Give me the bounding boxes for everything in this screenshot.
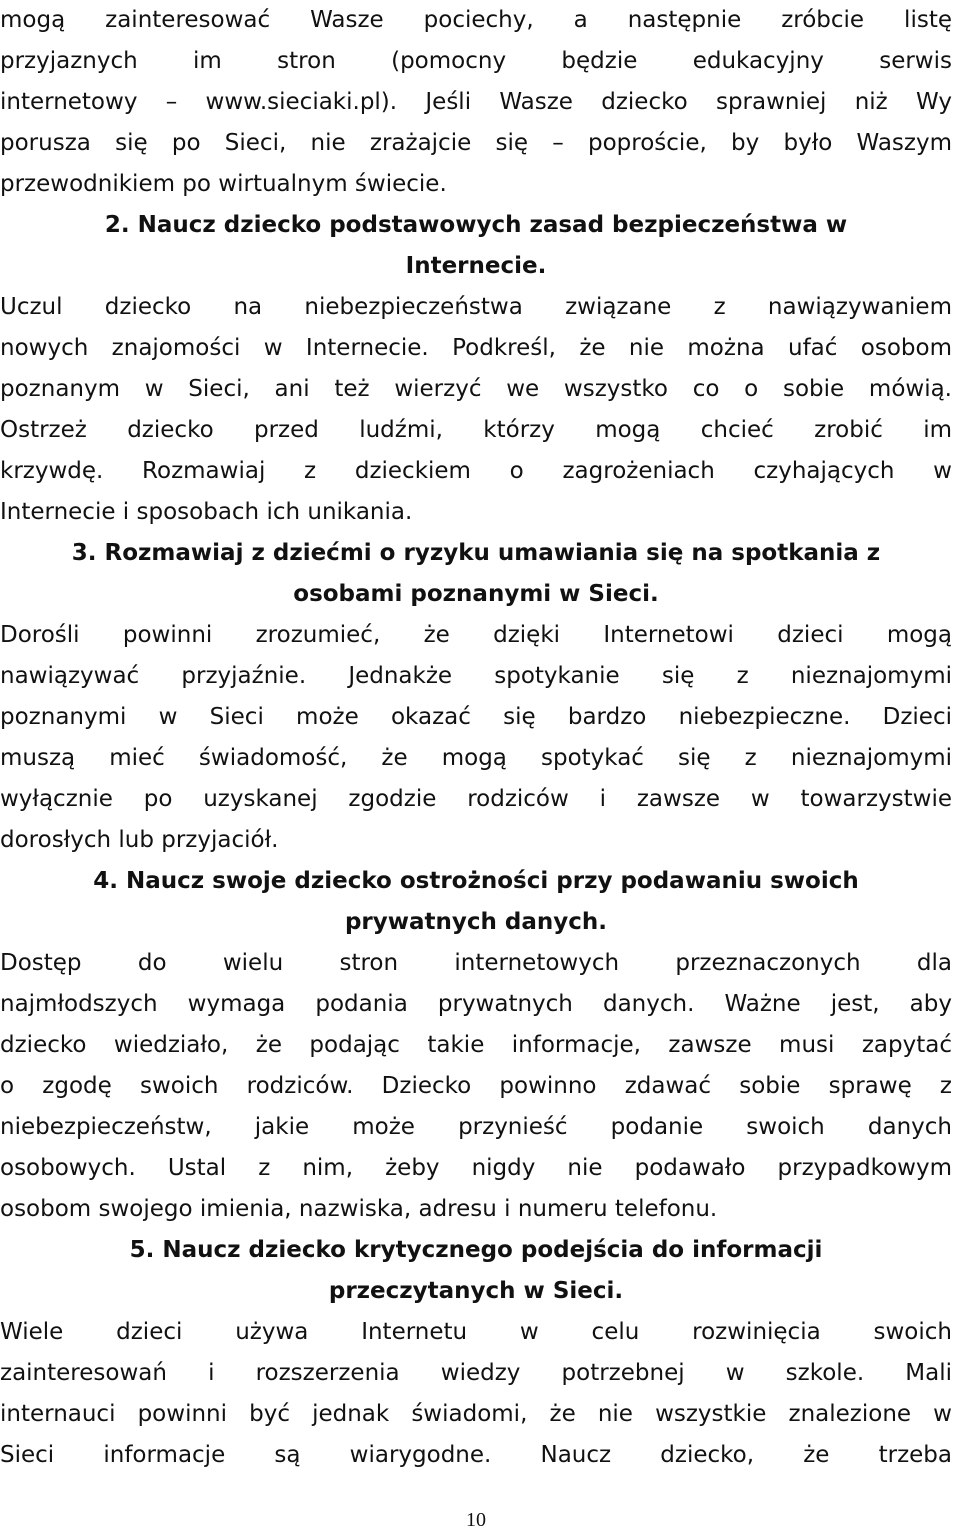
paragraph-line: zainteresowań i rozszerzenia wiedzy potrzebnej w szkole. Mali [0, 1360, 952, 1386]
section-heading-line: prywatnych danych. [344, 909, 608, 935]
paragraph-line: Sieci informacje są wiarygodne. Naucz dziecko, że trzeba [0, 1442, 952, 1468]
paragraph-line: Dorośli powinni zrozumieć, że dzięki Internetowi dzieci mogą [0, 622, 952, 648]
section-heading-line: 5. Naucz dziecko krytycznego podejścia do informacji [129, 1237, 823, 1263]
paragraph-line: nawiązywać przyjaźnie. Jednakże spotykanie się z nieznajomymi [0, 663, 952, 689]
paragraph-line: Ostrzeż dziecko przed ludźmi, którzy mogą chcieć zrobić im [0, 417, 952, 443]
paragraph-line: krzywdę. Rozmawiaj z dzieckiem o zagrożeniach czyhających w [0, 458, 952, 484]
paragraph-line: poznanym w Sieci, ani też wierzyć we wszystko co o sobie mówią. [0, 376, 952, 402]
section-heading-line: przeczytanych w Sieci. [328, 1278, 624, 1304]
paragraph-line: nowych znajomości w Internecie. Podkreśl, że nie można ufać osobom [0, 335, 952, 361]
paragraph-line: przyjaznych im stron (pomocny będzie edukacyjny serwis [0, 48, 952, 74]
paragraph-line: Uczul dziecko na niebezpieczeństwa związane z nawiązywaniem [0, 294, 952, 320]
paragraph-line: Internecie i sposobach ich unikania. [0, 499, 413, 525]
section-heading-line: 3. Rozmawiaj z dziećmi o ryzyku umawiania się na spotkania z [71, 540, 881, 566]
section-heading-line: osobami poznanymi w Sieci. [293, 581, 659, 607]
paragraph-line: Wiele dzieci używa Internetu w celu rozwinięcia swoich [0, 1319, 952, 1345]
page-number: 10 [466, 1509, 486, 1531]
section-heading-line: Internecie. [405, 253, 547, 279]
paragraph-line: porusza się po Sieci, nie zrażajcie się – poproście, by było Waszym [0, 130, 952, 156]
paragraph-line: mogą zainteresować Wasze pociechy, a następnie zróbcie listę [0, 7, 952, 33]
section-heading-line: 2. Naucz dziecko podstawowych zasad bezpieczeństwa w [104, 212, 848, 238]
section-heading-line: 4. Naucz swoje dziecko ostrożności przy podawaniu swoich [93, 868, 859, 894]
paragraph-line: internauci powinni być jednak świadomi, że nie wszystkie znalezione w [0, 1401, 952, 1427]
paragraph-line: internetowy – www.sieciaki.pl). Jeśli Wasze dziecko sprawniej niż Wy [0, 89, 952, 115]
paragraph-line: wyłącznie po uzyskanej zgodzie rodziców i zawsze w towarzystwie [0, 786, 952, 812]
paragraph-line: Dostęp do wielu stron internetowych przeznaczonych dla [0, 950, 952, 976]
paragraph-line: o zgodę swoich rodziców. Dziecko powinno zdawać sobie sprawę z [0, 1073, 952, 1099]
paragraph-line: najmłodszych wymaga podania prywatnych danych. Ważne jest, aby [0, 991, 952, 1017]
paragraph-line: niebezpieczeństw, jakie może przynieść podanie swoich danych [0, 1114, 952, 1140]
paragraph-line: osobowych. Ustal z nim, żeby nigdy nie podawało przypadkowym [0, 1155, 952, 1181]
paragraph-line: osobom swojego imienia, nazwiska, adresu i numeru telefonu. [0, 1196, 718, 1222]
paragraph-line: dziecko wiedziało, że podając takie informacje, zawsze musi zapytać [0, 1032, 952, 1058]
paragraph-line: poznanymi w Sieci może okazać się bardzo niebezpieczne. Dzieci [0, 704, 952, 730]
paragraph-line: muszą mieć świadomość, że mogą spotykać się z nieznajomymi [0, 745, 952, 771]
paragraph-line: przewodnikiem po wirtualnym świecie. [0, 171, 447, 197]
paragraph-line: dorosłych lub przyjaciół. [0, 827, 279, 853]
